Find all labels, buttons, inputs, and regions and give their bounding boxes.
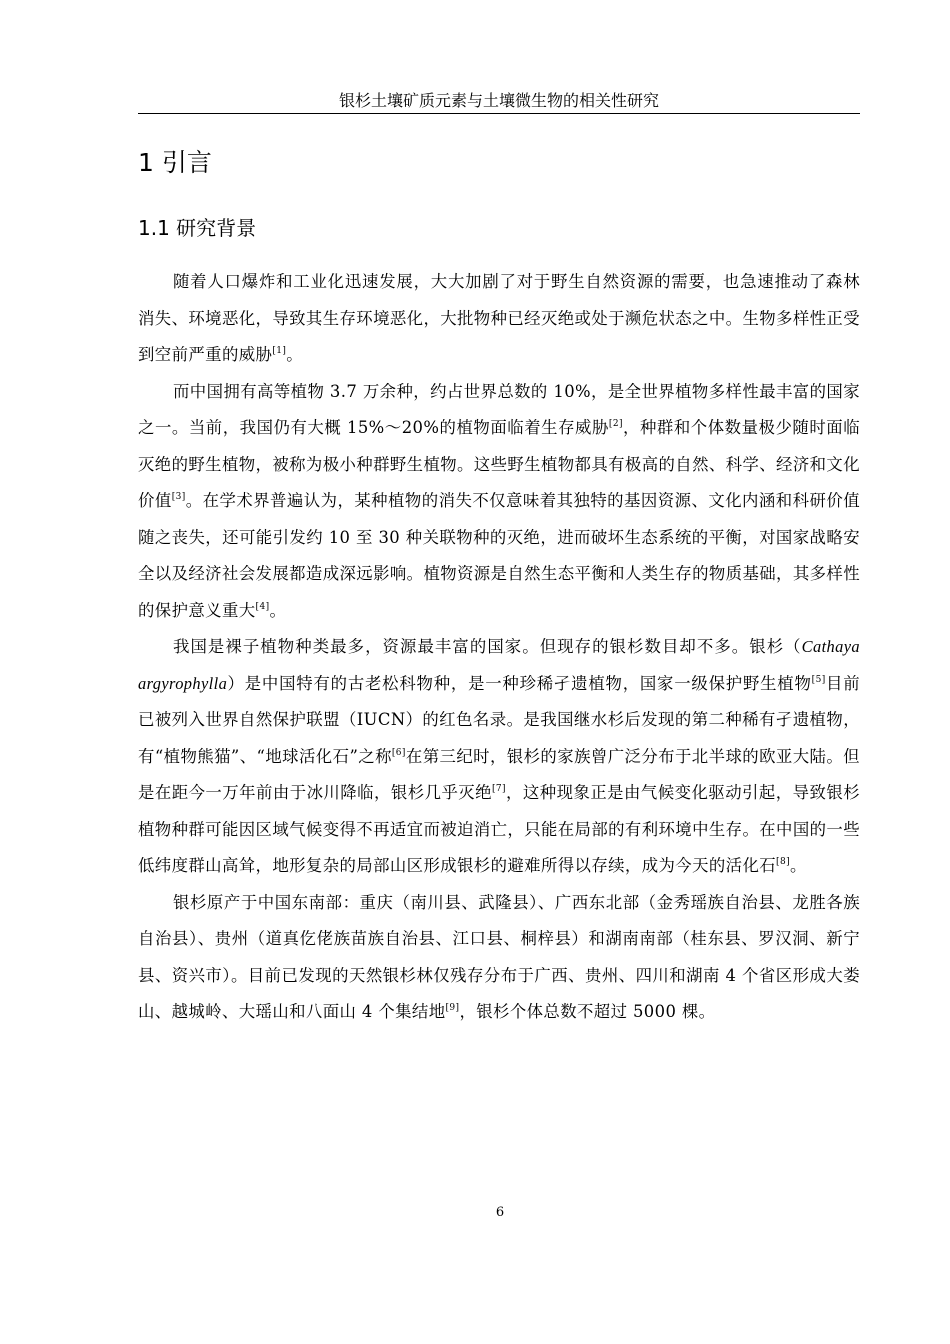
paragraph-text: 在第三纪时，银杉的家族曾广泛分布于北半球的欧亚大陆。但是在距今一万年前由于冰川降临，银杉几乎灭绝 — [138, 746, 860, 802]
paragraph-text: 。 — [269, 600, 287, 620]
paragraph-text: 目前已被列入世界自然保护联盟（IUCN）的红色名录。是我国继水杉后发现的第二种稀有孑遗植物，有“植物熊猫”、“地球活化石”之称 — [138, 673, 860, 766]
paragraph-text: 我国是裸子植物种类最多，资源最丰富的国家。但现存的银杉数目却不多。银杉（ — [173, 637, 802, 656]
paragraph-text: 银杉原产于中国东南部：重庆（南川县、武隆县）、广西东北部（金秀瑶族自治县、龙胜各族自治县）、贵州（道真仡佬族苗族自治县、江口县、桐梓县）和湖南南部（桂东县、罗汉洞、新宁县、资兴市）。目前已发现的天然银杉林仅残存分布于广西、贵州、四川和湖南 4 个省区形成大娄山、越城岭、大瑶山和八面山 4 个集结地 — [138, 892, 860, 1021]
paragraph-text: 。 — [790, 856, 807, 875]
citation-ref: [9] — [445, 1003, 460, 1013]
citation-ref: [6] — [391, 747, 406, 758]
paragraph — [138, 264, 860, 374]
citation-ref: [1] — [272, 346, 287, 356]
paragraph-text: 。 — [286, 345, 304, 364]
chapter-title: 1 引言 — [138, 148, 212, 177]
paragraph-text: 而中国拥有高等植物 3.7 万余种，约占世界总数的 10%，是全世界植物多样性最丰富的国家之一。当前，我国仍有大概 15%～20%的植物面临着生存威胁 — [138, 381, 860, 437]
paragraph-text: 随着人口爆炸和工业化迅速发展，大大加剧了对于野生自然资源的需要，也急速推动了森林消失、环境恶化，导致其生存环境恶化，大批物种已经灭绝或处于濒危状态之中。生物多样性正受到空前严重的威胁 — [138, 272, 860, 364]
species-name: Cathaya argyrophylla — [138, 637, 860, 693]
citation-ref: [7] — [492, 784, 506, 794]
citation-ref: [8] — [776, 857, 790, 867]
paragraph-text: ）是中国特有的古老松科物种，是一种珍稀孑遗植物，国家一级保护野生植物 — [227, 673, 812, 693]
paragraph-text: 。在学术界普遍认为，某种植物的消失不仅意味着其独特的基因资源、文化内涵和科研价值随之丧失，还可能引发约 10 至 30 种关联物种的灭绝，进而破坏生态系统的平衡，对国家战略安全以及经济社会发展都造成深远影响。植物资源是自然生态平衡和人类生存的物质基础，其多样性的保护意义重大 — [138, 491, 860, 620]
header-rule — [138, 113, 860, 114]
paragraph — [138, 885, 860, 1031]
citation-ref: [5] — [811, 674, 826, 685]
paragraph-text: ，银杉个体总数不超过 5000 棵。 — [459, 1002, 716, 1021]
paragraph-text: ，这种现象正是由气候变化驱动引起，导致银杉植物种群可能因区域气候变得不再适宜而被迫消亡，只能在局部的有利环境中生存。在中国的一些低纬度群山高耸，地形复杂的局部山区形成银杉的避难所得以存续，成为今天的活化石 — [138, 783, 860, 875]
body-text — [138, 264, 860, 1031]
citation-ref: [4] — [255, 601, 270, 612]
page-number: 6 — [495, 1205, 505, 1220]
section-title: 1.1 研究背景 — [138, 216, 257, 240]
citation-ref: [2] — [608, 419, 623, 429]
paragraph — [138, 374, 860, 630]
paragraph — [138, 629, 860, 885]
running-header: 银杉土壤矿质元素与土壤微生物的相关性研究 — [338, 91, 659, 110]
paragraph-text: ，种群和个体数量极少随时面临灭绝的野生植物，被称为极小种群野生植物。这些野生植物都具有极高的自然、科学、经济和文化价值 — [138, 418, 860, 510]
citation-ref: [3] — [171, 492, 186, 502]
